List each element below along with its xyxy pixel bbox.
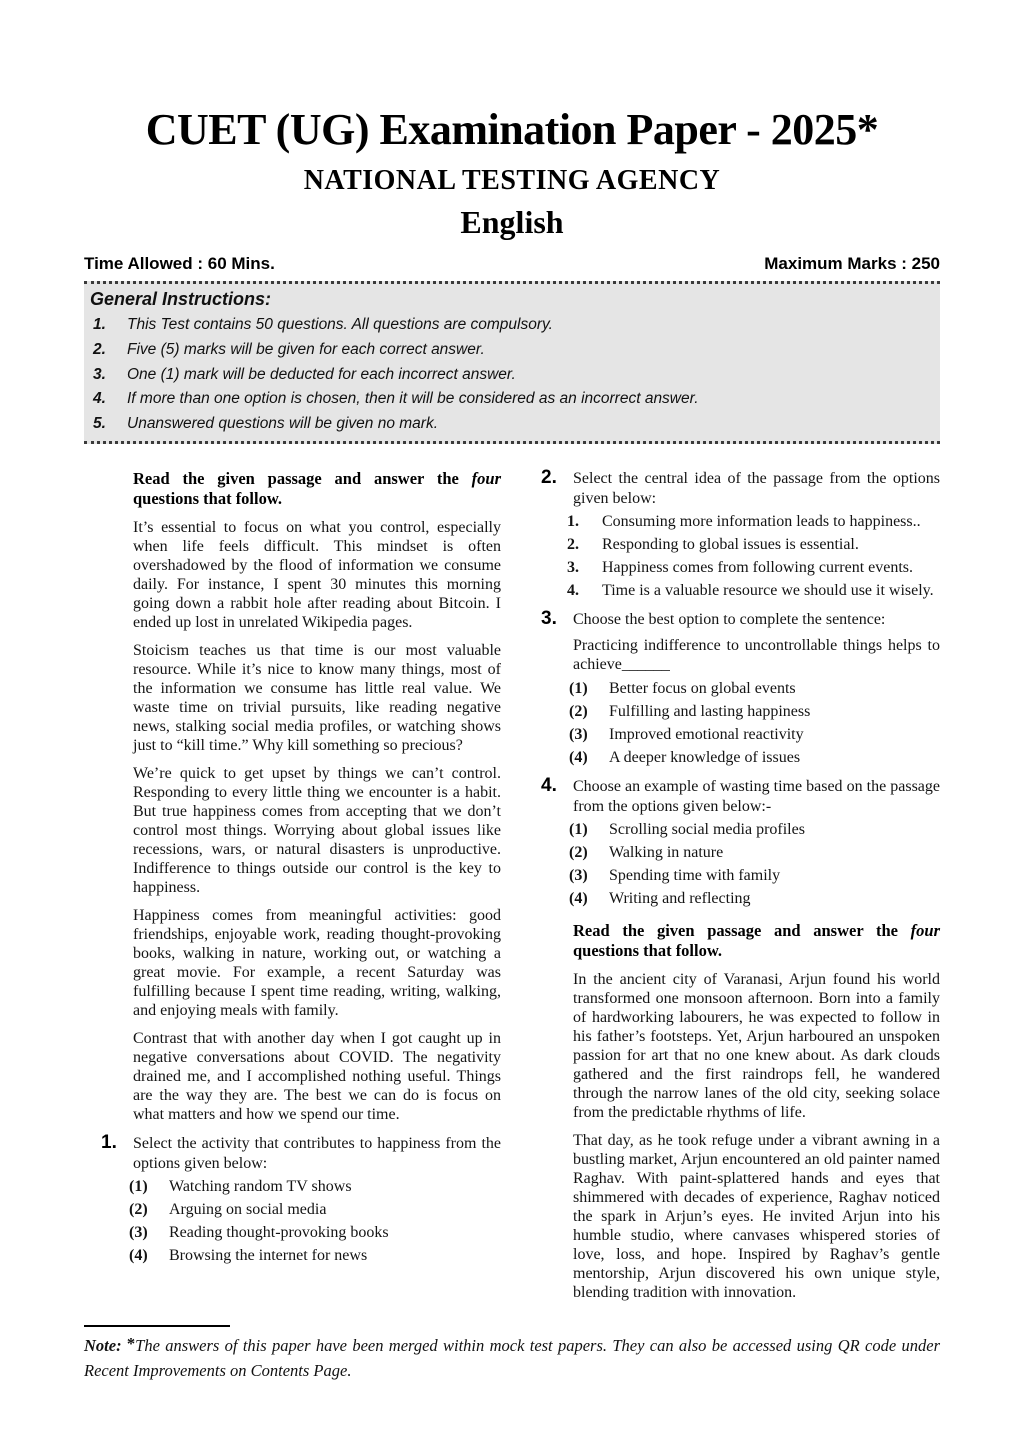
option-row	[569, 866, 940, 886]
option-label: (4)	[129, 1246, 148, 1264]
option-row	[129, 1246, 501, 1266]
option-row	[569, 702, 940, 722]
option-label: 2.	[567, 535, 579, 553]
passage-intro-suffix: questions that follow.	[133, 489, 282, 509]
instruction-text: Unanswered questions will be given no mark.	[127, 415, 439, 433]
option-label: 1.	[567, 512, 579, 530]
instruction-number: 2.	[93, 341, 106, 359]
option-text: Walking in nature	[609, 843, 724, 861]
maximum-marks-label: Maximum Marks : 250	[764, 254, 940, 274]
option-row	[569, 679, 940, 699]
time-allowed-label: Time Allowed : 60 Mins.	[84, 254, 275, 274]
instruction-text: One (1) mark will be deducted for each incorrect answer.	[127, 365, 516, 383]
option-row	[569, 889, 940, 909]
option-row	[129, 1200, 501, 1220]
option-label: (1)	[569, 679, 588, 697]
option-text: Browsing the internet for news	[169, 1246, 368, 1264]
option-text: Responding to global issues is essential.	[602, 535, 859, 553]
option-text: A deeper knowledge of issues	[609, 748, 801, 766]
general-instructions-box	[84, 281, 940, 444]
instruction-number: 5.	[93, 415, 106, 433]
right-column	[543, 469, 940, 1311]
passage-intro-suffix: questions that follow.	[573, 941, 722, 961]
passage-paragraph: It’s essential to focus on what you control, especially when life feels difficult. This mindset is often overshadowed by the flood of information we consume daily. For instance, I spent 30 minutes this morning going down a rabbit hole after reading about Bitcoin. I ended up lost in unrelated Wikipedia pages.	[133, 519, 501, 632]
option-label: 3.	[567, 558, 579, 576]
option-row	[129, 1223, 501, 1243]
question-text: Choose an example of wasting time based on the passage from the options given below:-	[573, 778, 940, 815]
question-2	[543, 469, 940, 600]
footnote-asterisk: *	[126, 1334, 136, 1354]
option-label: (2)	[129, 1200, 148, 1218]
option-text: Happiness comes from following current events.	[602, 558, 914, 576]
question-number: 1.	[101, 1132, 117, 1154]
question-stem: Practicing indifference to uncontrollable things helps to achieve______	[573, 636, 940, 674]
option-text: Scrolling social media profiles	[609, 820, 805, 838]
option-text: Improved emotional reactivity	[609, 725, 804, 743]
page-title: CUET (UG) Examination Paper - 2025*	[145, 105, 879, 154]
passage-paragraph: Contrast that with another day when I got caught up in negative conversations about COVID. The negativity drained me, and I accomplished nothing useful. Things are the way they are. The best we can do is focus on what matters and how we spend our time.	[133, 1030, 501, 1124]
footnote-label: Note:	[84, 1336, 122, 1356]
question-number: 2.	[541, 467, 557, 489]
passage-intro-italic-word: four	[910, 921, 940, 941]
exam-meta-row	[84, 254, 940, 281]
option-label: (3)	[569, 725, 588, 743]
footnote	[84, 1331, 940, 1383]
option-text: Reading thought-provoking books	[169, 1223, 389, 1241]
option-text: Spending time with family	[609, 866, 781, 884]
option-label: (1)	[569, 820, 588, 838]
question-3	[543, 610, 940, 767]
passage-intro-prefix: Read the given passage and answer the	[573, 921, 911, 941]
option-label: 4.	[567, 581, 579, 599]
footnote-text: The answers of this paper have been merged within mock test papers. They can also be accessed using QR code under Recent Improvements on Contents Page.	[84, 1336, 940, 1381]
option-row	[567, 535, 940, 555]
option-label: (3)	[569, 866, 588, 884]
instruction-text: If more than one option is chosen, then it will be considered as an incorrect answer.	[127, 390, 699, 408]
passage-intro-italic-word: four	[471, 469, 501, 489]
question-4	[543, 777, 940, 908]
passage-intro-heading	[133, 469, 501, 509]
subject-name: English	[460, 204, 564, 241]
instruction-text: Five (5) marks will be given for each correct answer.	[127, 341, 485, 359]
passage-intro-prefix: Read the given passage and answer the	[133, 469, 472, 489]
instruction-item	[90, 340, 930, 360]
option-label: (4)	[569, 748, 588, 766]
option-row	[129, 1177, 501, 1197]
instruction-number: 4.	[93, 390, 106, 408]
option-label: (2)	[569, 702, 588, 720]
question-paper-body	[84, 469, 940, 1311]
option-row	[569, 725, 940, 745]
passage-paragraph: We’re quick to get upset by things we can’t control. Responding to every little thing we encounter is a habit. But true happiness comes from accepting that we don’t control most things. Worrying about global issues like recessions, wars, or natural disasters is unproductive. Indifference to things outside our control is the key to happiness.	[133, 765, 501, 897]
option-row	[567, 581, 940, 601]
instruction-number: 3.	[93, 365, 106, 383]
footnote-divider	[84, 1325, 230, 1327]
option-text: Fulfilling and lasting happiness	[609, 702, 811, 720]
passage-paragraph: In the ancient city of Varanasi, Arjun found his world transformed one monsoon afternoon. Born into a family of hardworking labourers, he was expected to follow in his father’s footsteps. Yet, Arjun harboured an unspoken passion for art that no one knew about. As dark clouds gathered and the first raindrops fell, he wandered through the narrow lanes of the old city, seeking solace from the predictable rhythms of life.	[573, 971, 940, 1122]
instructions-heading: General Instructions:	[90, 289, 272, 310]
instruction-item	[90, 315, 930, 335]
passage-paragraph: Stoicism teaches us that time is our most valuable resource. While it’s nice to know many things, most of the information we consume has little real value. We waste time on trivial pursuits, like reading negative news, stalking social media profiles, or watching shows just to “kill time.” Why kill something so precious?	[133, 642, 501, 755]
option-label: (4)	[569, 889, 588, 907]
question-number: 4.	[541, 775, 557, 797]
passage-intro-heading	[573, 921, 940, 961]
question-text: Select the activity that contributes to happiness from the options given below:	[133, 1135, 501, 1172]
instruction-item	[90, 414, 930, 434]
option-label: (3)	[129, 1223, 148, 1241]
left-column	[103, 469, 501, 1311]
passage-paragraph: Happiness comes from meaningful activities: good friendships, enjoyable work, reading thought-provoking books, walking in nature, working out, or watching a great movie. For example, a recent Saturday was fulfilling because I spent time reading, writing, walking, and enjoying meals with family.	[133, 907, 501, 1020]
instruction-number: 1.	[93, 316, 106, 334]
passage-paragraph: That day, as he took refuge under a vibrant awning in a bustling market, Arjun encountered an old painter named Raghav. With paint-splattered hands and eyes that shimmered with decades of experience, Raghav noticed the spark in Arjun’s eyes. He invited Arjun into his humble studio, where canvases whispered stories of love, loss, and hope. Inspired by Raghav’s gentle mentorship, Arjun discovered his own unique style, blending tradition with innovation.	[573, 1132, 940, 1302]
instruction-item	[90, 389, 930, 409]
option-row	[569, 820, 940, 840]
option-row	[569, 748, 940, 768]
instruction-text: This Test contains 50 questions. All questions are compulsory.	[127, 316, 553, 334]
option-text: Consuming more information leads to happiness..	[602, 512, 921, 530]
instruction-item	[90, 365, 930, 385]
question-text: Select the central idea of the passage from the options given below:	[573, 470, 940, 507]
option-text: Watching random TV shows	[169, 1177, 352, 1195]
option-label: (1)	[129, 1177, 148, 1195]
option-label: (2)	[569, 843, 588, 861]
question-number: 3.	[541, 608, 557, 630]
option-row	[567, 558, 940, 578]
question-text: Choose the best option to complete the sentence:	[573, 611, 886, 629]
option-row	[567, 512, 940, 532]
question-1	[103, 1134, 501, 1265]
agency-name: NATIONAL TESTING AGENCY	[303, 165, 721, 197]
option-text: Time is a valuable resource we should use it wisely.	[602, 581, 934, 599]
option-text: Better focus on global events	[609, 679, 796, 697]
option-text: Writing and reflecting	[609, 889, 751, 907]
option-row	[569, 843, 940, 863]
option-text: Arguing on social media	[169, 1200, 327, 1218]
